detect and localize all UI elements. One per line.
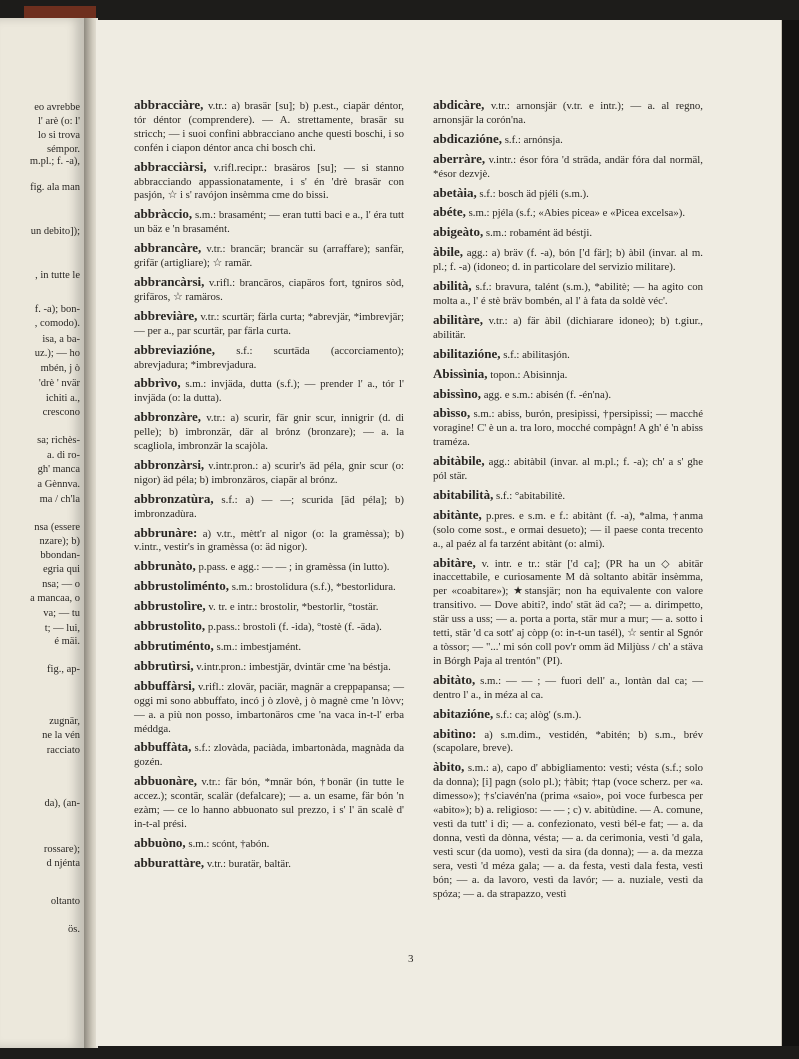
prev-page-line: ma / ch'la — [39, 494, 80, 505]
dictionary-entry — [433, 205, 703, 221]
entry-definition: p.pass.: brostolì (f. -ida), °tostè (f. -äda). — [207, 621, 382, 634]
dictionary-entry — [134, 526, 404, 556]
entry-headword: abilitazióne, — [433, 345, 501, 361]
dictionary-entry — [433, 347, 703, 363]
prev-page-line: a mancaa, o — [30, 593, 80, 604]
dictionary-entry — [134, 619, 404, 635]
dictionary-entry — [433, 760, 703, 901]
prev-page-line: eo avrebbe — [34, 102, 80, 113]
dictionary-entry — [433, 279, 703, 309]
entry-headword: abéte, — [433, 204, 466, 220]
entry-headword: abitàre, — [433, 554, 476, 570]
dictionary-entry — [433, 707, 703, 723]
prev-page-line: f. -a); bon- — [34, 304, 80, 315]
entry-definition: topon.: Abisìnnja. — [490, 368, 568, 381]
entry-headword: abitabilità, — [433, 486, 494, 502]
previous-page-edge — [0, 18, 84, 1048]
page-outer-edge — [782, 20, 799, 1046]
entry-headword: abitìno: — [433, 725, 477, 741]
dictionary-entry — [134, 836, 404, 852]
entry-headword: abbràccio, — [134, 206, 193, 222]
entry-headword: abetàia, — [433, 184, 477, 200]
prev-page-line: isa, a ba- — [42, 334, 80, 345]
entry-definition: s.m.: a), capo d' abbigliamento: vestì; vésta (s.f.; solo da donna); [i] pagn (solo pl.); †àbit; †tap (voce scherz. per «a. dimesso»); †s'ciavén'na (prima «saio», poi voce furbesca per «abito»); b) a. religioso: — — ; c) v. abitùdine. — A. comune, vestì da tutt' i dì; — a. confezionato, vestì bél-e fat; — a. da donna, vestì da dònna, vésta; — a. da cerimonia, vestì 'd gala, vestì scur (da uomo), vestì da sira (da donna); — a. da mezza sera, vestì 'd méza gala; — a. da festa, vestì dala festa, vestì bón; — a. da lavoro, vestì da lavór; — a. nuziale, vestì da spóza; — a. da strapazzo, vestì — [433, 762, 703, 900]
dictionary-entry — [433, 387, 703, 403]
dictionary-entry — [433, 132, 703, 148]
entry-definition: s.m.: pjéla (s.f.; «Abies picea» e «Picea excelsa»). — [468, 207, 686, 220]
dictionary-entry — [134, 659, 404, 675]
prev-page-line: da), (an- — [44, 798, 80, 809]
dictionary-entry — [433, 508, 703, 552]
dictionary-entry — [134, 241, 404, 271]
entry-definition: p.pass. e agg.: — — ; in gramèssa (in lutto). — [198, 561, 390, 574]
entry-headword: abìsso, — [433, 405, 471, 421]
entry-definition: s.m.: scónt, †abón. — [188, 837, 270, 850]
prev-page-line: fig. ala man — [30, 182, 80, 193]
entry-headword: abbrustoliménto, — [134, 578, 229, 594]
entry-definition: v.rifl.recipr.: brasäros [su]; — si stanno abbracciando appassionatamente, i s' én 'drè brasär con pasjón, ☆ i s' ravójon insèmma cme do bissi. — [134, 161, 404, 202]
dictionary-entry — [433, 556, 703, 669]
entry-headword: abbreviazióne, — [134, 341, 216, 357]
dictionary-entry — [433, 225, 703, 241]
entry-definition: v.tr.: a) brasär [su]; b) p.est., ciapär déntor, tór déntor (comprendere). — A. strettamente, brasär su stricch; — i suoi confini abbracciano anche questi boschi, i so confén i ciapon déntor anca chi bosch chì. — [134, 100, 404, 154]
dictionary-entry — [134, 856, 404, 872]
entry-headword: abitàto, — [433, 671, 476, 687]
prev-page-line: sémpor. — [47, 144, 80, 155]
entry-definition: s.m.: — — ; — fuori dell' a., lontàn dal ca; — dentro l' a., in méza al ca. — [433, 674, 703, 701]
prev-page-line: mbén, j ò — [40, 363, 80, 374]
entry-definition: s.f.: arnónsja. — [504, 133, 563, 146]
entry-headword: abburattàre, — [134, 854, 205, 870]
prev-page-line: nzare); b) — [39, 536, 80, 547]
entry-definition: s.m.: brasamént; — eran tutti baci e a., l' éra tutt un bäz e 'n brasamént. — [134, 209, 404, 236]
prev-page-line: , comodo). — [34, 318, 80, 329]
entry-headword: abbronzatùra, — [134, 490, 214, 506]
entry-definition: s.f.: scurtäda (accorciamento); abrevjadura; *imbrevjadura. — [134, 344, 404, 371]
right-column — [433, 98, 703, 905]
entry-headword: abbronzàre, — [134, 409, 202, 425]
entry-headword: abbronzàrsi, — [134, 456, 205, 472]
prev-page-line: ös. — [68, 924, 80, 935]
prev-page-line: egria qui — [42, 564, 80, 575]
prev-page-line: sa; richès- — [37, 435, 80, 446]
prev-page-line: rossare); — [43, 844, 80, 855]
entry-definition: s.f.: a) — —; scurida [äd péla]; b) imbronzadùra. — [134, 493, 404, 520]
prev-page-line: a Gènnva. — [37, 479, 80, 490]
entry-definition: v.tr.: brancär; brancär su (arraffare); sanfär, grifär (artigliare); ☆ ramär. — [134, 243, 405, 270]
prev-page-line: é mäi. — [54, 636, 80, 647]
entry-definition: s.m.: brostolidura (s.f.), *bestorlidura. — [231, 581, 396, 594]
entry-headword: Abissìnia, — [433, 365, 488, 381]
entry-definition: agg.: a) bräv (f. -a), bón ['d fär]; b) àbil (invar. al m. pl.; f. -a) (idoneo; d. in particolare del servizio militare). — [433, 247, 703, 274]
entry-definition: v.intr.pron.: imbestjär, dvintär cme 'na béstja. — [196, 660, 391, 673]
dictionary-entry — [433, 673, 703, 703]
entry-definition: s.f.: bosch äd pjéli (s.m.). — [479, 187, 589, 200]
entry-definition: v.intr.: ésor fóra 'd sträda, andär fóra dal normäl, *ésor dezvjè. — [433, 153, 704, 180]
entry-definition: v.rifl.: zlovär, paciär, magnär a creppapansa; — oggi mi sono abbuffato, incó j ò zlovè, j ò magnè cme 'n lòvv; — a. a più non posso, imbartonäros cme 'na vaca in-t-l' erba méddga. — [134, 680, 405, 735]
prev-page-line: va; — tu — [43, 608, 80, 619]
entry-definition: a) s.m.dim., vestidén, *abitén; b) s.m., brév (scapolare, breve). — [433, 728, 703, 755]
prev-page-line: m.pl.; f. -a), — [29, 156, 80, 167]
dictionary-entry — [134, 207, 404, 237]
prev-page-line: uz.); — ho — [34, 348, 80, 359]
entry-definition: v.tr.: scurtär; färla curta; *abrevjär, *imbrevjär; — per a., par scurtär, par färla curta. — [134, 310, 404, 337]
dictionary-entry — [433, 245, 703, 275]
dictionary-entry — [134, 160, 404, 204]
entry-headword: abilitàre, — [433, 311, 483, 327]
prev-page-line: un debito]); — [30, 226, 80, 237]
entry-headword: abbrìvo, — [134, 375, 181, 391]
entry-headword: abbrunàre: — [134, 524, 198, 540]
prev-page-line: d njénta — [46, 858, 80, 869]
dictionary-entry — [433, 98, 703, 128]
prev-page-line: nsa; — o — [42, 579, 80, 590]
entry-definition: a) v.tr., mètt'r al nigor (o: la gramèssa); b) v.intr., vestir's in gramèssa (o: äd nigor). — [134, 527, 404, 554]
entry-definition: v.tr.: a) scurir, fär gnir scur, innigrir (d. di pelle); b) imbronzär, där al brónz (bronzare); — a. la scagliola, imbronzär la scajòla. — [134, 412, 404, 453]
entry-definition: v.tr.: a) fär àbil (dichiarare idoneo); b) t.giur., abilitär. — [433, 314, 704, 341]
entry-definition: s.m.: abiss, burón, presipìssi, †persipìssi; — macché voragine! C' è un a. tra loro, mocché compàgn! A gh' é 'n abiss traméza. — [433, 408, 703, 449]
prev-page-line: lo si trova — [38, 130, 80, 141]
entry-definition: s.m.: imbestjamént. — [216, 641, 302, 653]
entry-definition: agg. e s.m.: abisén (f. -én'na). — [483, 388, 612, 401]
dictionary-entry — [433, 488, 703, 504]
dictionary-entry — [134, 309, 404, 339]
entry-headword: abitànte, — [433, 506, 482, 522]
entry-definition: agg.: abitàbil (invar. al m.pl.; f. -a); ch' a s' ghe pól stär. — [433, 456, 703, 483]
entry-definition: s.f.: ca; alòg' (s.m.). — [496, 708, 582, 721]
left-column — [134, 98, 404, 876]
entry-headword: àbile, — [433, 244, 463, 260]
dictionary-entry — [433, 406, 703, 450]
entry-headword: abbracciàre, — [134, 97, 204, 112]
entry-definition: p.pres. e s.m. e f.: abitànt (f. -a), *alma, †anma (solo come sost., e ormai desueto); — il paese conta trecento a., al paéz al fa tarzént abitànt (o: almi). — [433, 509, 703, 550]
prev-page-line: 'drè ' nvär — [38, 378, 80, 389]
dictionary-entry — [134, 376, 404, 406]
entry-definition: s.f.: °abitabilitè. — [496, 489, 566, 502]
entry-definition: s.m.: robamént äd béstji. — [485, 227, 593, 240]
prev-page-line: , in tutte le — [35, 270, 80, 281]
entry-headword: abigeàto, — [433, 224, 484, 240]
dictionary-entry — [134, 579, 404, 595]
prev-page-line: bbondan- — [40, 550, 80, 561]
dictionary-entry — [134, 458, 404, 488]
dictionary-entry — [134, 740, 404, 770]
entry-headword: àbito, — [433, 759, 465, 775]
prev-page-line: ne la vén — [42, 730, 80, 741]
entry-headword: abbrancàre, — [134, 240, 202, 256]
entry-definition: v. tr. e intr.: brostolir, *bestorlir, °tostär. — [208, 601, 379, 614]
entry-headword: abbuòno, — [134, 834, 186, 850]
entry-headword: abbuffàta, — [134, 739, 192, 755]
dictionary-entry — [433, 313, 703, 343]
dictionary-entry — [433, 152, 703, 182]
dictionary-entry — [433, 367, 703, 383]
prev-page-line: fig., ap- — [47, 664, 80, 675]
dictionary-entry — [134, 679, 404, 737]
prev-page-line: oltanto — [50, 896, 80, 907]
prev-page-line: gh' manca — [37, 464, 80, 475]
dictionary-entry — [134, 275, 404, 305]
entry-definition: v.intr.pron.: a) scurir's äd péla, gnir scur (o: nigor) äd péla; b) imbronzäros, ciapär al brónz. — [134, 459, 404, 486]
entry-definition: v.rifl.: brancäros, ciapäros fort, tgniros sòd, grifäros, ☆ ramäros. — [134, 276, 404, 303]
entry-definition: s.f.: zlovàda, paciàda, imbartonàda, magnàda da gozén. — [134, 742, 405, 769]
dictionary-entry — [134, 98, 404, 156]
entry-headword: abbuffàrsi, — [134, 677, 196, 693]
entry-headword: abbuonàre, — [134, 773, 197, 789]
entry-definition: v. intr. e tr.: stär ['d ca]; (PR ha un ◇ abitär inaccettabile, e curiosamente M dà soltanto abitär insèmma, per «coabitare»); ★stansjär; non ha equivalente con valore transitivo. — Dove abiti?, indo' stät äd ca?; — a. dirimpetto, stär uss a uss; — a. porta a porta, stär mur a mur; — a. sotto i tetti, stär 'd ca sott' aj còpp (o: in-t-un tasél), ☆ sentir al Sgnór a tòssor; — "...' mi són coll pov'r omm äd Miljùss / ch' a stäva in Bórgh Paja al trentón" (PI). — [433, 557, 703, 667]
entry-headword: abbrutìrsi, — [134, 657, 194, 673]
entry-definition: s.f.: bravura, talént (s.m.), *abilitè; — ha agito con molta a., l' é stè bräv bombén, al l' à fata da soldè véc'. — [433, 281, 704, 307]
entry-definition: v.tr.: fär bón, *mnär bón, †bonär (in tutte le accez.); scontär, scalär (defalcare); — a. un esame, fär bón 'n ezàm; — ce lo hanno abbuonato sul prezzo, i s' l' än scalè d' in-t-al prési. — [134, 776, 405, 830]
prev-page-line: nsa (essere — [34, 522, 80, 533]
dictionary-entry — [433, 454, 703, 484]
dictionary-entry — [134, 492, 404, 522]
prev-page-line: ichiti a., — [45, 393, 80, 404]
entry-definition: v.tr.: arnonsjär (v.tr. e intr.); — a. al regno, arnonsjär la corón'na. — [433, 100, 703, 126]
dictionary-entry — [134, 559, 404, 575]
prev-page-line: l' arè (o: l' — [38, 116, 80, 127]
prev-page-line: racciato — [46, 745, 80, 756]
dictionary-entry — [134, 343, 404, 373]
entry-headword: abilità, — [433, 278, 472, 294]
prev-page-line: crescono — [42, 407, 80, 418]
entry-headword: abbrustolìre, — [134, 598, 206, 614]
entry-headword: abbracciàrsi, — [134, 158, 207, 174]
entry-definition: v.tr.: buratär, baltär. — [206, 857, 291, 870]
entry-headword: abdicazióne, — [433, 130, 502, 146]
page-number: 3 — [408, 953, 414, 965]
entry-definition: s.m.: invjäda, dutta (s.f.); — prender l' a., tór l' invjäda (o: la dutta). — [134, 378, 404, 405]
dictionary-entry — [134, 599, 404, 615]
dictionary-entry — [134, 639, 404, 655]
entry-headword: abbrancàrsi, — [134, 273, 205, 289]
prev-page-line: a. di ro- — [47, 450, 80, 461]
dictionary-entry — [134, 774, 404, 832]
entry-headword: abdicàre, — [433, 97, 485, 112]
entry-headword: abitazióne, — [433, 705, 494, 721]
entry-headword: abbrutiménto, — [134, 638, 214, 653]
entry-headword: aberràre, — [433, 150, 486, 166]
dictionary-entry — [134, 410, 404, 454]
entry-definition: s.f.: abilitasjón. — [503, 348, 570, 361]
entry-headword: abbreviàre, — [134, 307, 198, 323]
dictionary-entry — [433, 186, 703, 202]
prev-page-line: t; — lui, — [44, 623, 80, 634]
prev-page-line: zugnär, — [49, 716, 80, 727]
entry-headword: abbrustolìto, — [134, 618, 206, 634]
entry-headword: abissìno, — [433, 385, 482, 401]
dictionary-entry — [433, 727, 703, 757]
entry-headword: abitàbile, — [433, 453, 485, 469]
entry-headword: abbrunàto, — [134, 558, 196, 574]
